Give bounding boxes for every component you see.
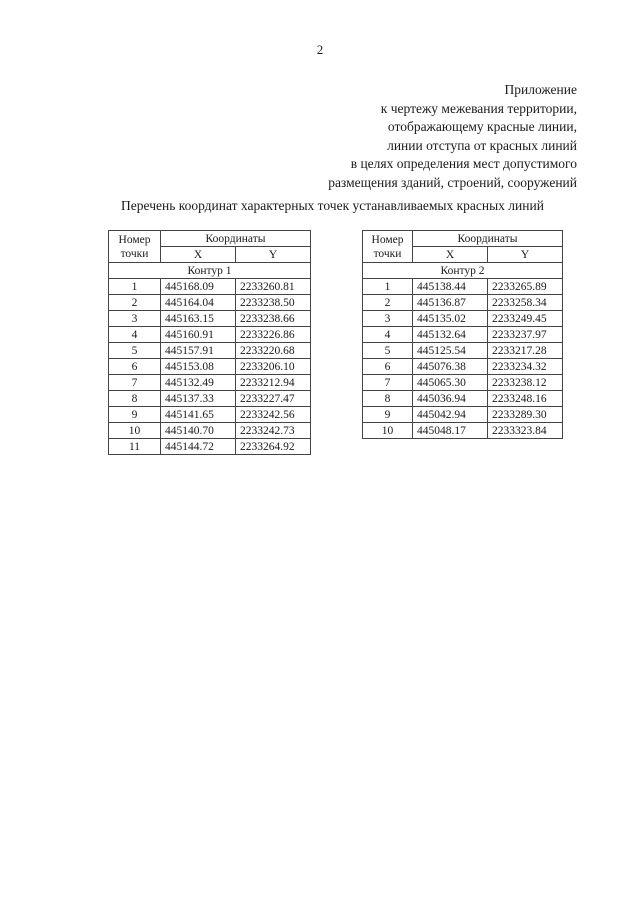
y-coordinate: 2233260.81 (236, 279, 311, 295)
x-coordinate: 445065.30 (413, 375, 488, 391)
y-coordinate: 2233248.16 (488, 391, 563, 407)
x-header: X (161, 247, 236, 263)
point-number: 2 (109, 295, 161, 311)
y-coordinate: 2233265.89 (488, 279, 563, 295)
y-coordinate: 2233227.47 (236, 391, 311, 407)
contour-label: Контур 2 (363, 263, 563, 279)
point-number: 7 (363, 375, 413, 391)
header-text: Номер (118, 233, 151, 246)
point-number: 8 (109, 391, 161, 407)
y-coordinate: 2233249.45 (488, 311, 563, 327)
appendix-line: в целях определения мест допустимого (350, 156, 577, 172)
table-row (363, 343, 563, 359)
y-coordinate: 2233220.68 (236, 343, 311, 359)
y-coordinate: 2233242.73 (236, 423, 311, 439)
y-header: Y (236, 247, 311, 263)
x-coordinate: 445136.87 (413, 295, 488, 311)
appendix-line: к чертежу межевания территории, (380, 100, 577, 116)
point-number: 5 (109, 343, 161, 359)
y-coordinate: 2233242.56 (236, 407, 311, 423)
x-coordinate: 445138.44 (413, 279, 488, 295)
page-number: 2 (316, 42, 324, 57)
point-number: 11 (109, 439, 161, 455)
y-coordinate: 2233206.10 (236, 359, 311, 375)
list-title: Перечень координат характерных точек устанавливаемых красных линий (121, 198, 544, 213)
point-number: 8 (363, 391, 413, 407)
y-coordinate: 2233234.32 (488, 359, 563, 375)
x-coordinate: 445132.49 (161, 375, 236, 391)
table-row (363, 407, 563, 423)
table-row (109, 407, 311, 423)
table-row (109, 375, 311, 391)
table-row (363, 375, 563, 391)
table-row (109, 295, 311, 311)
x-coordinate: 445141.65 (161, 407, 236, 423)
y-coordinate: 2233226.86 (236, 327, 311, 343)
x-coordinate: 445163.15 (161, 311, 236, 327)
header-text: точки (373, 247, 402, 260)
appendix-line: Приложение (504, 82, 577, 97)
point-number: 9 (363, 407, 413, 423)
x-coordinate: 445160.91 (161, 327, 236, 343)
point-number: 1 (109, 279, 161, 295)
table-row (363, 423, 563, 439)
table-row (109, 343, 311, 359)
point-number: 3 (109, 311, 161, 327)
x-header: X (413, 247, 488, 263)
y-coordinate: 2233217.28 (488, 343, 563, 359)
table-row (109, 327, 311, 343)
point-number: 6 (363, 359, 413, 375)
point-number: 10 (363, 423, 413, 439)
point-number: 2 (363, 295, 413, 311)
table-row (109, 311, 311, 327)
appendix-heading (328, 81, 577, 193)
x-coordinate: 445125.54 (413, 343, 488, 359)
x-coordinate: 445157.91 (161, 343, 236, 359)
x-coordinate: 445137.33 (161, 391, 236, 407)
point-number-header (363, 231, 413, 263)
x-coordinate: 445153.08 (161, 359, 236, 375)
x-coordinate: 445140.70 (161, 423, 236, 439)
y-coordinate: 2233323.84 (488, 423, 563, 439)
point-number: 5 (363, 343, 413, 359)
x-coordinate: 445168.09 (161, 279, 236, 295)
x-coordinate: 445076.38 (413, 359, 488, 375)
table-row (363, 311, 563, 327)
y-coordinate: 2233237.97 (488, 327, 563, 343)
point-number: 4 (363, 327, 413, 343)
header-text: точки (120, 247, 149, 260)
y-header: Y (488, 247, 563, 263)
y-coordinate: 2233264.92 (236, 439, 311, 455)
table-row (109, 359, 311, 375)
x-coordinate: 445036.94 (413, 391, 488, 407)
x-coordinate: 445132.64 (413, 327, 488, 343)
x-coordinate: 445164.04 (161, 295, 236, 311)
point-number: 4 (109, 327, 161, 343)
point-number: 6 (109, 359, 161, 375)
appendix-line: линии отступа от красных линий (387, 137, 577, 153)
x-coordinate: 445135.02 (413, 311, 488, 327)
point-number: 10 (109, 423, 161, 439)
coordinates-header: Координаты (413, 231, 563, 247)
point-number: 3 (363, 311, 413, 327)
table-row (109, 279, 311, 295)
y-coordinate: 2233238.66 (236, 311, 311, 327)
contour-label: Контур 1 (109, 263, 311, 279)
y-coordinate: 2233258.34 (488, 295, 563, 311)
appendix-line: размещения зданий, строений, сооружений (328, 174, 577, 190)
header-text: Номер (371, 233, 404, 246)
table-row (363, 295, 563, 311)
coordinates-header: Координаты (161, 231, 311, 247)
table-row (363, 327, 563, 343)
table-row (109, 423, 311, 439)
point-number: 1 (363, 279, 413, 295)
coordinates-table-contour-1 (108, 230, 311, 455)
x-coordinate: 445048.17 (413, 423, 488, 439)
table-row (363, 359, 563, 375)
x-coordinate: 445042.94 (413, 407, 488, 423)
y-coordinate: 2233212.94 (236, 375, 311, 391)
appendix-line: отображающему красные линии, (387, 119, 577, 135)
y-coordinate: 2233238.50 (236, 295, 311, 311)
table-row (363, 391, 563, 407)
point-number-header (109, 231, 161, 263)
point-number: 9 (109, 407, 161, 423)
y-coordinate: 2233289.30 (488, 407, 563, 423)
coordinates-table-contour-2 (362, 230, 563, 439)
y-coordinate: 2233238.12 (488, 375, 563, 391)
table-row (109, 391, 311, 407)
point-number: 7 (109, 375, 161, 391)
table-row (363, 279, 563, 295)
table-row (109, 439, 311, 455)
x-coordinate: 445144.72 (161, 439, 236, 455)
